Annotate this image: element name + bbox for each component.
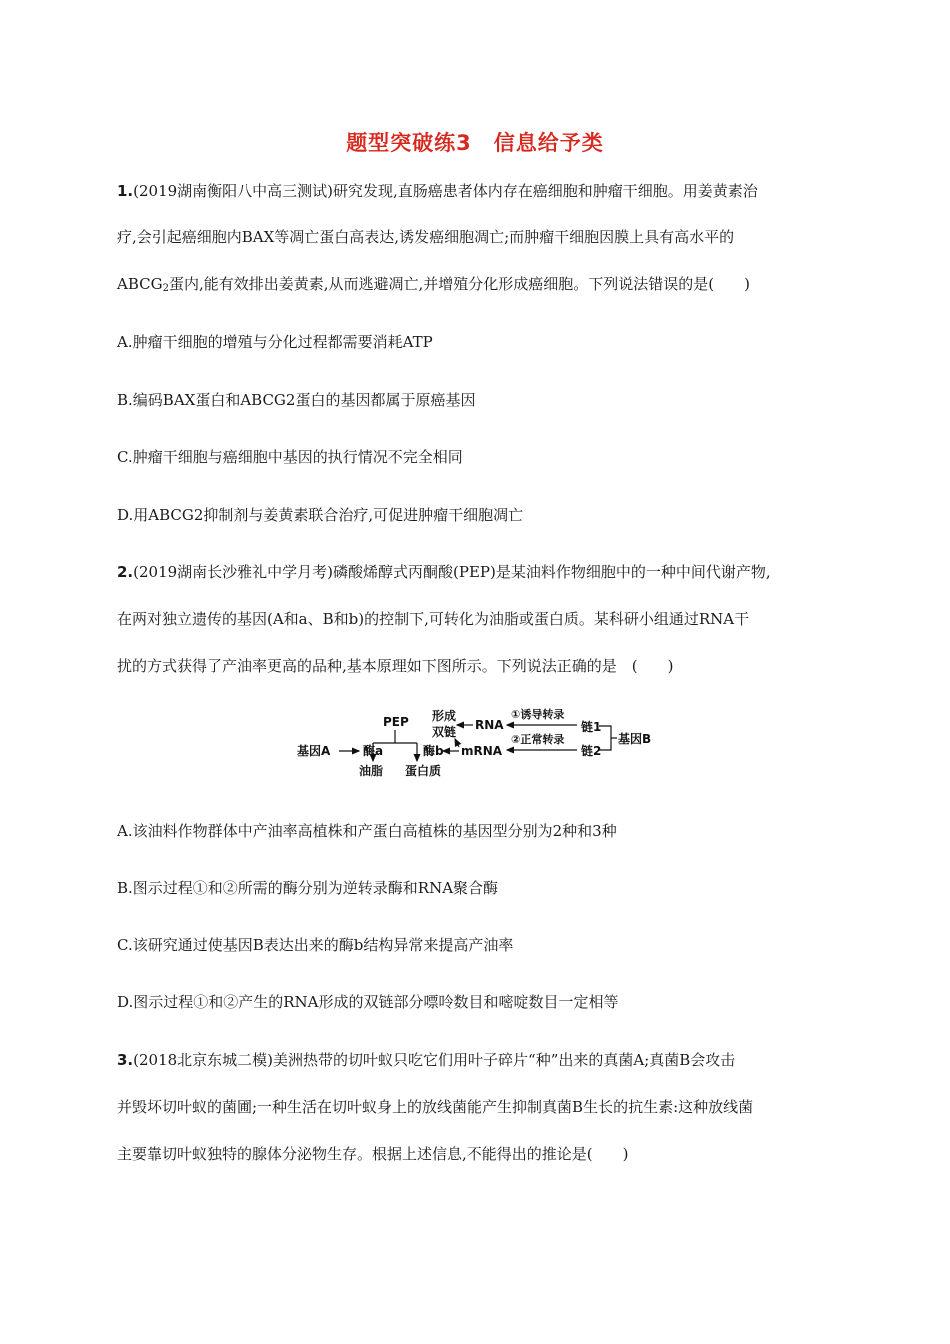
q2-option-c[interactable]: C.该研究通过使基因B表达出来的酶b结构异常来提高产油率 (117, 936, 514, 954)
q1-option-d[interactable]: D.用ABCG2抑制剂与姜黄素联合治疗,可促进肿瘤干细胞凋亡 (117, 506, 524, 524)
q3-line-2: 并毁坏切叶蚁的菌圃;一种生活在切叶蚁身上的放线菌能产生抑制真菌B生长的抗生素:这种放线菌 (117, 1098, 754, 1116)
label-rna: RNA (475, 718, 504, 732)
label-chain-1: 链1 (581, 720, 602, 734)
q3-line-1 (117, 1050, 735, 1070)
label-induced-transcription: ①诱导转录 (511, 708, 565, 721)
q2-line-1 (117, 562, 771, 582)
q1-option-b[interactable]: B.编码BAX蛋白和ABCG2蛋白的基因都属于原癌基因 (117, 391, 476, 409)
q3-stem-text-1: (2018北京东城二模)美洲热带的切叶蚁只吃它们用叶子碎片“种”出来的真菌A;真菌B会攻击 (133, 1051, 736, 1069)
label-pep: PEP (383, 715, 409, 729)
q2-option-d[interactable]: D.图示过程①和②产生的RNA形成的双链部分嘌呤数目和嘧啶数目一定相等 (117, 993, 619, 1011)
rna-interference-diagram (295, 705, 665, 780)
q1-text-abcg: ABCG (117, 275, 163, 293)
q1-option-c[interactable]: C.肿瘤干细胞与癌细胞中基因的执行情况不完全相同 (117, 448, 463, 466)
q2-number: 2. (117, 563, 134, 581)
q1-subscript: 2 (162, 283, 169, 294)
label-normal-transcription: ②正常转录 (511, 733, 565, 746)
label-form-double-1: 形成 (432, 709, 457, 723)
q2-option-a[interactable]: A.该油料作物群体中产油率高植株和产蛋白高植株的基因型分别为2种和3种 (117, 822, 617, 840)
q2-line-2: 在两对独立遗传的基因(A和a、B和b)的控制下,可转化为油脂或蛋白质。某科研小组通过RNA干 (117, 610, 750, 628)
q1-number: 1. (117, 182, 134, 200)
label-enzyme-a: 酶a (363, 744, 384, 758)
q1-line-1 (117, 181, 758, 201)
label-gene-b: 基因B (618, 732, 652, 746)
arrow-mrna-double (455, 739, 459, 747)
label-form-double-2: 双链 (432, 725, 457, 739)
q1-line-2: 疗,会引起癌细胞内BAX等凋亡蛋白高表达,诱发癌细胞凋亡;而肿瘤干细胞因膜上具有高水平的 (117, 228, 735, 246)
q2-option-b[interactable]: B.图示过程①和②所需的酶分别为逆转录酶和RNA聚合酶 (117, 879, 499, 897)
label-oil: 油脂 (359, 764, 384, 778)
q3-line-3: 主要靠切叶蚁独特的腺体分泌物生存。根据上述信息,不能得出的推论是( ) (117, 1145, 629, 1163)
label-mrna: mRNA (461, 744, 503, 758)
label-chain-2: 链2 (581, 744, 602, 758)
q1-stem-text-3: 蛋内,能有效排出姜黄素,从而逃避凋亡,并增殖分化形成癌细胞。下列说法错误的是( ) (168, 275, 750, 293)
label-protein: 蛋白质 (405, 764, 442, 778)
q1-option-a[interactable]: A.肿瘤干细胞的增殖与分化过程都需要消耗ATP (117, 333, 433, 351)
q3-number: 3. (117, 1051, 134, 1069)
label-gene-a: 基因A (297, 744, 331, 758)
q1-line-3 (117, 274, 750, 299)
q2-line-3: 扰的方式获得了产油率更高的品种,基本原理如下图所示。下列说法正确的是 ( ) (117, 657, 674, 675)
page-title: 题型突破练3 信息给予类 (346, 131, 604, 155)
q2-stem-text-1: (2019湖南长沙雅礼中学月考)磷酸烯醇式丙酮酸(PEP)是某油料作物细胞中的一种中间代谢产物, (133, 563, 771, 581)
q1-stem-text-1: (2019湖南衡阳八中高三测试)研究发现,直肠癌患者体内存在癌细胞和肿瘤干细胞。用姜黄素治 (133, 182, 758, 200)
label-enzyme-b: 酶b (423, 744, 444, 758)
